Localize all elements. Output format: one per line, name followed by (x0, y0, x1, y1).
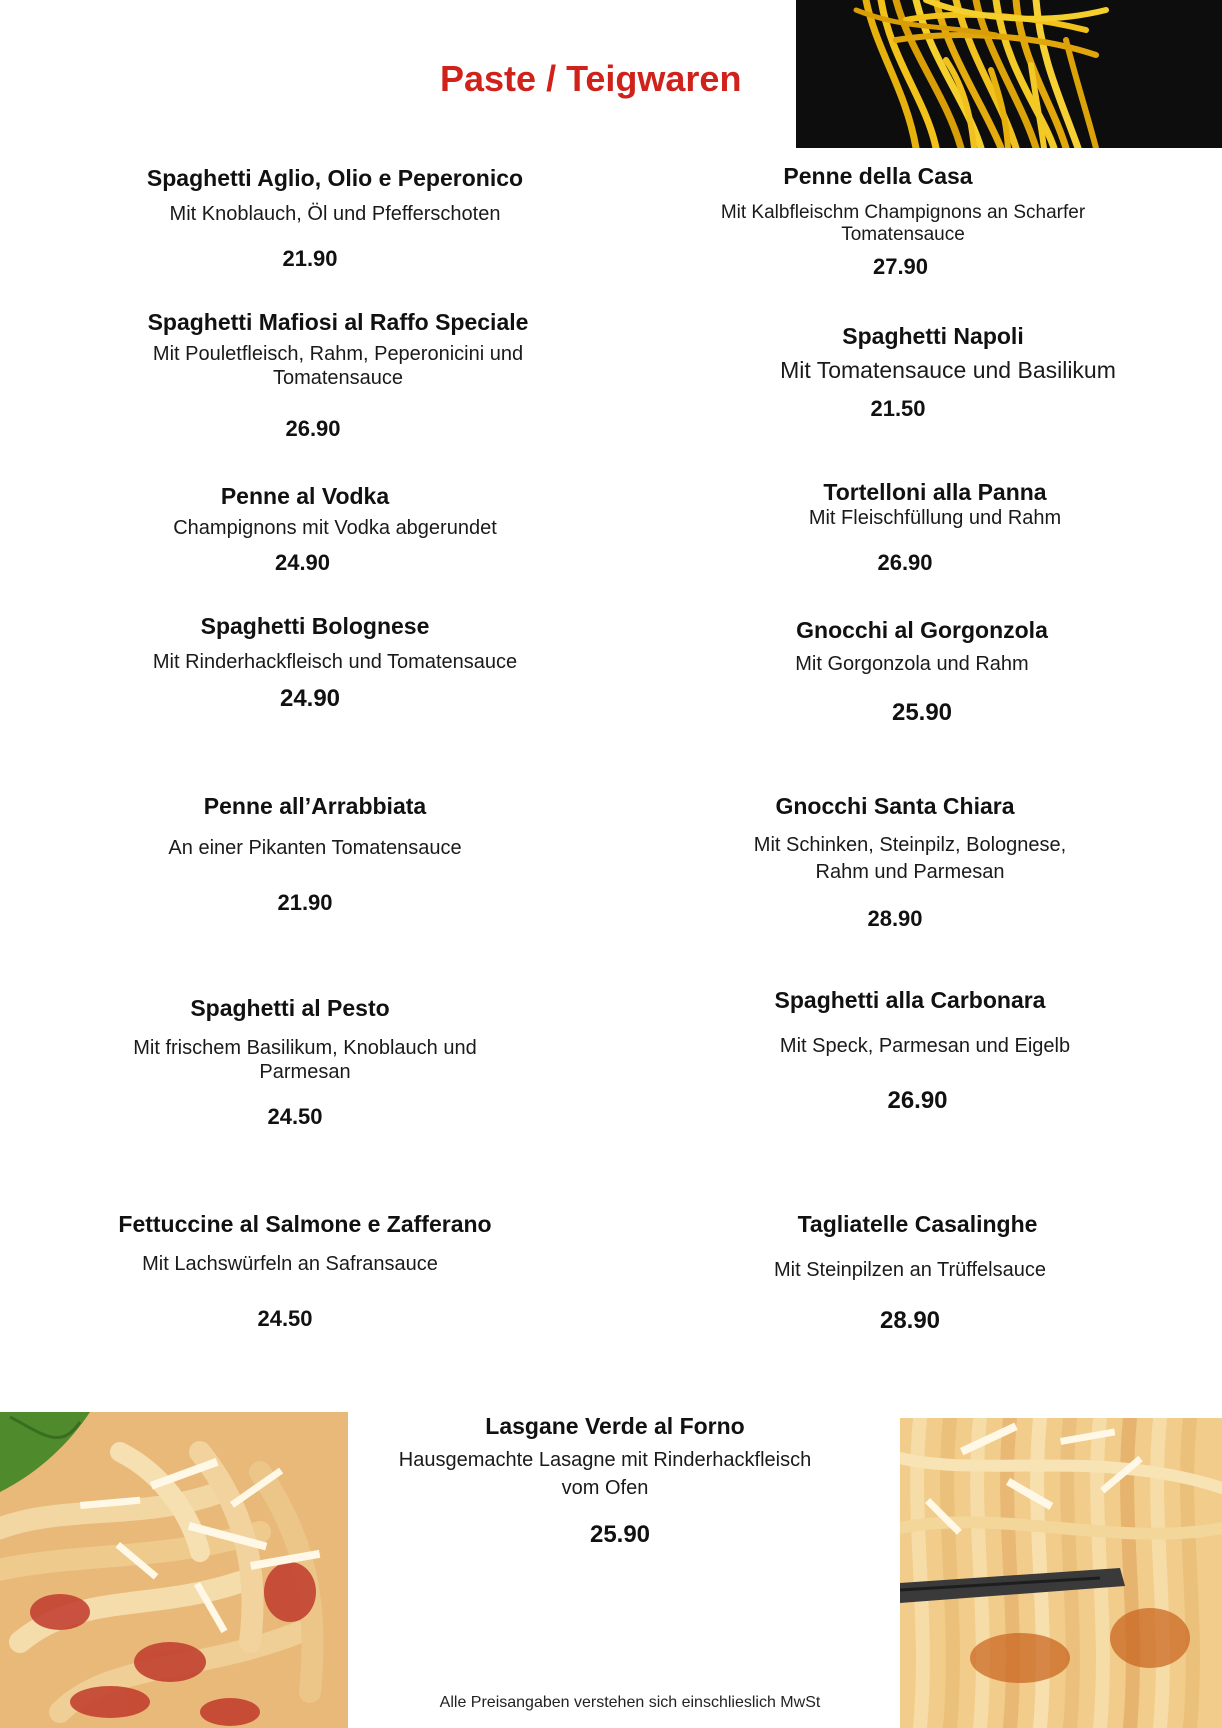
menu-item (100, 482, 570, 576)
menu-item (100, 164, 570, 272)
menu-item (735, 478, 1135, 576)
dish-description: An einer Pikanten Tomatensauce (168, 837, 462, 859)
menu-item (80, 994, 530, 1130)
dish-name: Penne all’Arrabbiata (203, 793, 427, 819)
dish-name: Spaghetti al Pesto (190, 995, 390, 1021)
dish-price: 24.90 (274, 550, 331, 575)
dish-price: 27.90 (872, 254, 929, 279)
price-disclaimer: Alle Preisangaben verstehen sich einschlieslich MwSt (439, 1694, 821, 1711)
dish-description: Mit Speck, Parmesan und Eigelb (779, 1035, 1071, 1057)
dish-description: Mit frischem Basilikum, Knoblauch und Parmesan (133, 1037, 477, 1083)
dish-price: 28.90 (879, 1307, 941, 1334)
menu-item (668, 162, 1138, 280)
dish-name: Penne della Casa (783, 163, 973, 189)
dish-description: Mit Kalbfleischm Champignons an Scharfer Tomatensauce (720, 202, 1086, 245)
dish-description: Mit Schinken, Steinpilz, Bolognese, Rahm und Parmesan (753, 834, 1067, 883)
dish-name: Spaghetti Aglio, Olio e Peperonico (146, 165, 524, 191)
menu-item (712, 616, 1132, 726)
dish-price: 25.90 (589, 1521, 651, 1548)
pasta-photo-bottom-left (0, 1412, 348, 1728)
dish-price: 24.50 (267, 1104, 323, 1129)
dish-description: Mit Tomatensauce und Basilikum (780, 357, 1116, 383)
dish-name: Gnocchi al Gorgonzola (796, 617, 1048, 643)
dish-description: Mit Lachswürfeln an Safransauce (142, 1253, 438, 1275)
dish-name: Tagliatelle Casalinghe (797, 1211, 1038, 1237)
dish-price: 21.90 (282, 246, 338, 271)
dish-price: 25.90 (891, 699, 953, 726)
spaghetti-photo-top (796, 0, 1222, 148)
dish-price: 21.90 (277, 890, 333, 915)
page-title: Paste / Teigwaren (440, 58, 742, 99)
menu-item (700, 986, 1140, 1114)
dish-description: Mit Rinderhackfleisch und Tomatensauce (152, 651, 518, 673)
dish-description: Mit Fleischfüllung und Rahm (808, 507, 1062, 529)
menu-item (700, 1210, 1140, 1334)
menu-item (100, 612, 570, 712)
dish-price: 24.90 (279, 685, 341, 712)
dish-price: 26.90 (877, 550, 933, 575)
menu-item (80, 1210, 550, 1332)
dish-name: Spaghetti alla Carbonara (774, 987, 1046, 1013)
menu-item (98, 308, 578, 442)
dish-description: Hausgemachte Lasagne mit Rinderhackfleisch vom Ofen (398, 1449, 812, 1499)
dish-name: Fettuccine al Salmone e Zafferano (118, 1211, 492, 1237)
dish-description: Champignons mit Vodka abgerundet (173, 517, 497, 539)
dish-price: 24.50 (257, 1306, 313, 1331)
dish-name: Spaghetti Bolognese (200, 613, 430, 639)
dish-name: Spaghetti Mafiosi al Raffo Speciale (147, 309, 529, 335)
dish-description: Mit Gorgonzola und Rahm (795, 653, 1029, 675)
dish-name: Lasgane Verde al Forno (485, 1413, 745, 1439)
dish-name: Gnocchi Santa Chiara (775, 793, 1015, 819)
dish-price: 26.90 (887, 1087, 948, 1114)
dish-description: Mit Pouletfleisch, Rahm, Peperonicini und Tomatensauce (152, 343, 524, 389)
menu-item (728, 322, 1168, 422)
menu-item (80, 792, 550, 916)
dish-name: Tortelloni alla Panna (823, 479, 1047, 505)
dish-price: 28.90 (867, 906, 923, 931)
dish-name: Spaghetti Napoli (842, 323, 1024, 349)
dish-description: Mit Knoblauch, Öl und Pfefferschoten (169, 203, 501, 225)
menu-item (360, 1412, 850, 1548)
dish-price: 26.90 (285, 416, 341, 441)
pasta-photo-bottom-right (900, 1418, 1222, 1728)
dish-price: 21.50 (870, 396, 926, 421)
menu-item (690, 792, 1130, 932)
dish-name: Penne al Vodka (220, 483, 390, 509)
dish-description: Mit Steinpilzen an Trüffelsauce (773, 1259, 1046, 1281)
